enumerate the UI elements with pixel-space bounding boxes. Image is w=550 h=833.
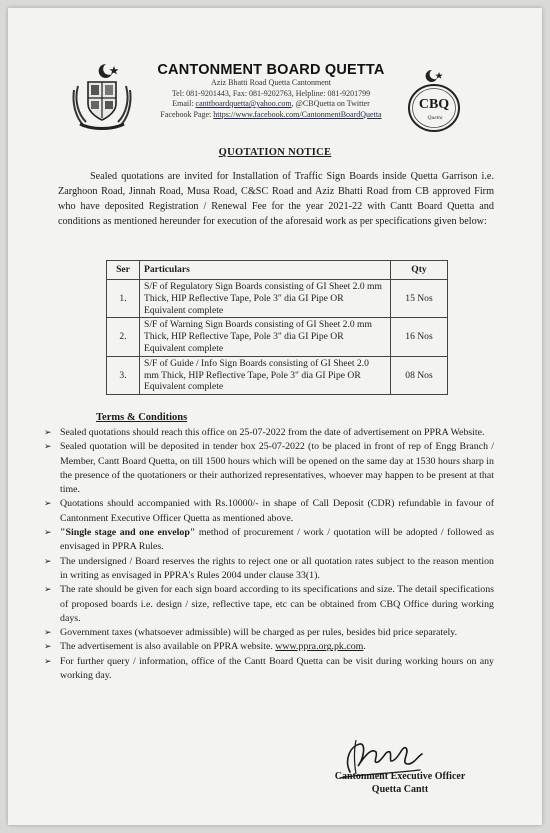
arrow-bullet-icon: ➢	[44, 642, 52, 653]
letterhead	[140, 62, 402, 120]
table-row	[107, 356, 448, 394]
list-item: ➢ The advertisement is also available on PPRA website. www.ppra.org.pk.com.	[42, 640, 494, 654]
ppra-link[interactable]: www.ppra.org.pk.com	[275, 641, 364, 653]
contact-email-line: Email: canttboardquetta@yahoo.com, @CBQuetta on Twitter	[172, 99, 370, 108]
arrow-bullet-icon: ➢	[44, 628, 52, 639]
arrow-bullet-icon: ➢	[44, 442, 52, 453]
cell-qty: 08 Nos	[391, 356, 448, 394]
arrow-bullet-icon: ➢	[44, 428, 52, 438]
table-header-row	[107, 261, 448, 280]
email-link[interactable]: canttboardquetta@yahoo.com	[195, 99, 292, 108]
organization-title: CANTONMENT BOARD QUETTA	[157, 62, 385, 78]
list-item: ➢ Quotations should accompanied with Rs.10000/- in shape of Call Deposit (CDR) refundable in favour of Cantonment Executive Officer Quetta as mentioned above.	[44, 498, 494, 524]
cbq-logo-subtext: Quetta	[427, 115, 443, 121]
document-page	[8, 8, 542, 825]
pakistan-emblem-icon	[70, 60, 134, 132]
header-particulars: Particulars	[140, 261, 391, 280]
signatory-location: Quetta Cantt	[371, 784, 429, 795]
intro-paragraph: Sealed quotations are invited for Installation of Traffic Sign Boards inside Quetta Garrison i.e. Zarghoon Road, Jinnah Road, Musa Road, C&SC Road and Aziz Bhatti Road from CB approved Firm who have deposited Registration / Renewal Fee for the year 2021-22 with Cantt Board Quetta and conditions as mentioned hereunder for execution of the aforesaid work as per specifications given below:	[58, 171, 494, 227]
header-qty: Qty	[391, 261, 448, 280]
notice-title: QUOTATION NOTICE	[218, 147, 332, 158]
table-row	[107, 280, 448, 318]
cbq-logo-text: CBQ	[418, 97, 450, 112]
facebook-link[interactable]: https://www.facebook.com/CantonmentBoardQuetta	[213, 109, 382, 119]
arrow-bullet-icon: ➢	[44, 499, 52, 510]
terms-list	[42, 426, 494, 683]
cell-particulars: S/F of Warning Sign Boards consisting of GI Sheet 2.0 mm Thick, HIP Reflective Tape, Pole 3" dia GI Pipe OR Equivalent complete	[140, 318, 391, 356]
list-item: ➢ Government taxes (whatsoever admissible) will be charged as per rules, besides bid price separately.	[42, 626, 494, 640]
items-table	[106, 260, 448, 395]
signatory-title: Cantonment Executive Officer	[334, 771, 466, 782]
cell-particulars: S/F of Regulatory Sign Boards consisting of GI Sheet 2.0 mm Thick, HIP Reflective Tape, Pole 3" dia GI Pipe OR Equivalent complete	[140, 280, 391, 318]
arrow-bullet-icon: ➢	[44, 585, 52, 596]
terms-title: Terms & Conditions	[96, 412, 188, 423]
contact-phones: Tel: 081-9201443, Fax: 081-9202763, Helpline: 081-9201799	[171, 88, 371, 98]
address: Aziz Bhatti Road Quetta Cantonment	[211, 78, 331, 87]
list-item: ➢ The rate should be given for each sign board according to its specifications and size. The detail specifications of proposed boards i.e. design / size, reflective tape, etc can be obtained from CBQ Office during working days.	[44, 584, 494, 624]
cell-ser: 2.	[107, 318, 140, 356]
list-item: ➢ "Single stage and one envelop" method of procurement / work / quotation will be adopted / followed as envisaged in PPRA Rules.	[44, 527, 494, 553]
cell-particulars: S/F of Guide / Info Sign Boards consisting of GI Sheet 2.0 mm Thick, HIP Reflective Tape, Pole 3" dia GI Pipe OR Equivalent complete	[140, 356, 391, 394]
list-item: ➢ The undersigned / Board reserves the rights to reject one or all quotation rates subject to the reason mention in writing as envisaged in PPRA's Rules 2004 under clause 33(1).	[44, 555, 494, 581]
cell-qty: 16 Nos	[391, 318, 448, 356]
table-row	[107, 318, 448, 356]
header-ser: Ser	[107, 261, 140, 280]
facebook-line: Facebook Page: https://www.facebook.com/CantonmentBoardQuetta	[160, 109, 382, 119]
cell-qty: 15 Nos	[391, 280, 448, 318]
cbq-seal-icon	[406, 68, 462, 134]
list-item: ➢ For further query / information, office of the Cantt Board Quetta can be visit during working hours on any working day.	[44, 655, 494, 682]
list-item: ➢ Sealed quotations should reach this office on 25-07-2022 from the date of advertisement on PPRA Website.	[42, 426, 494, 440]
cell-ser: 3.	[107, 356, 140, 394]
list-item: ➢ Sealed quotation will be deposited in tender box 25-07-2022 (to be placed in front of rep of Engg Branch / Member, Cantt Board Quetta, on till 1500 hours which will be opened on the same day at 1530 hours sharp in the presence of the quotationers or their authorized representatives, whoever may happen to be present at that time.	[44, 441, 494, 496]
arrow-bullet-icon: ➢	[44, 528, 52, 539]
cell-ser: 1.	[107, 280, 140, 318]
signature-block	[310, 770, 490, 796]
arrow-bullet-icon: ➢	[44, 656, 52, 667]
arrow-bullet-icon: ➢	[44, 556, 52, 567]
